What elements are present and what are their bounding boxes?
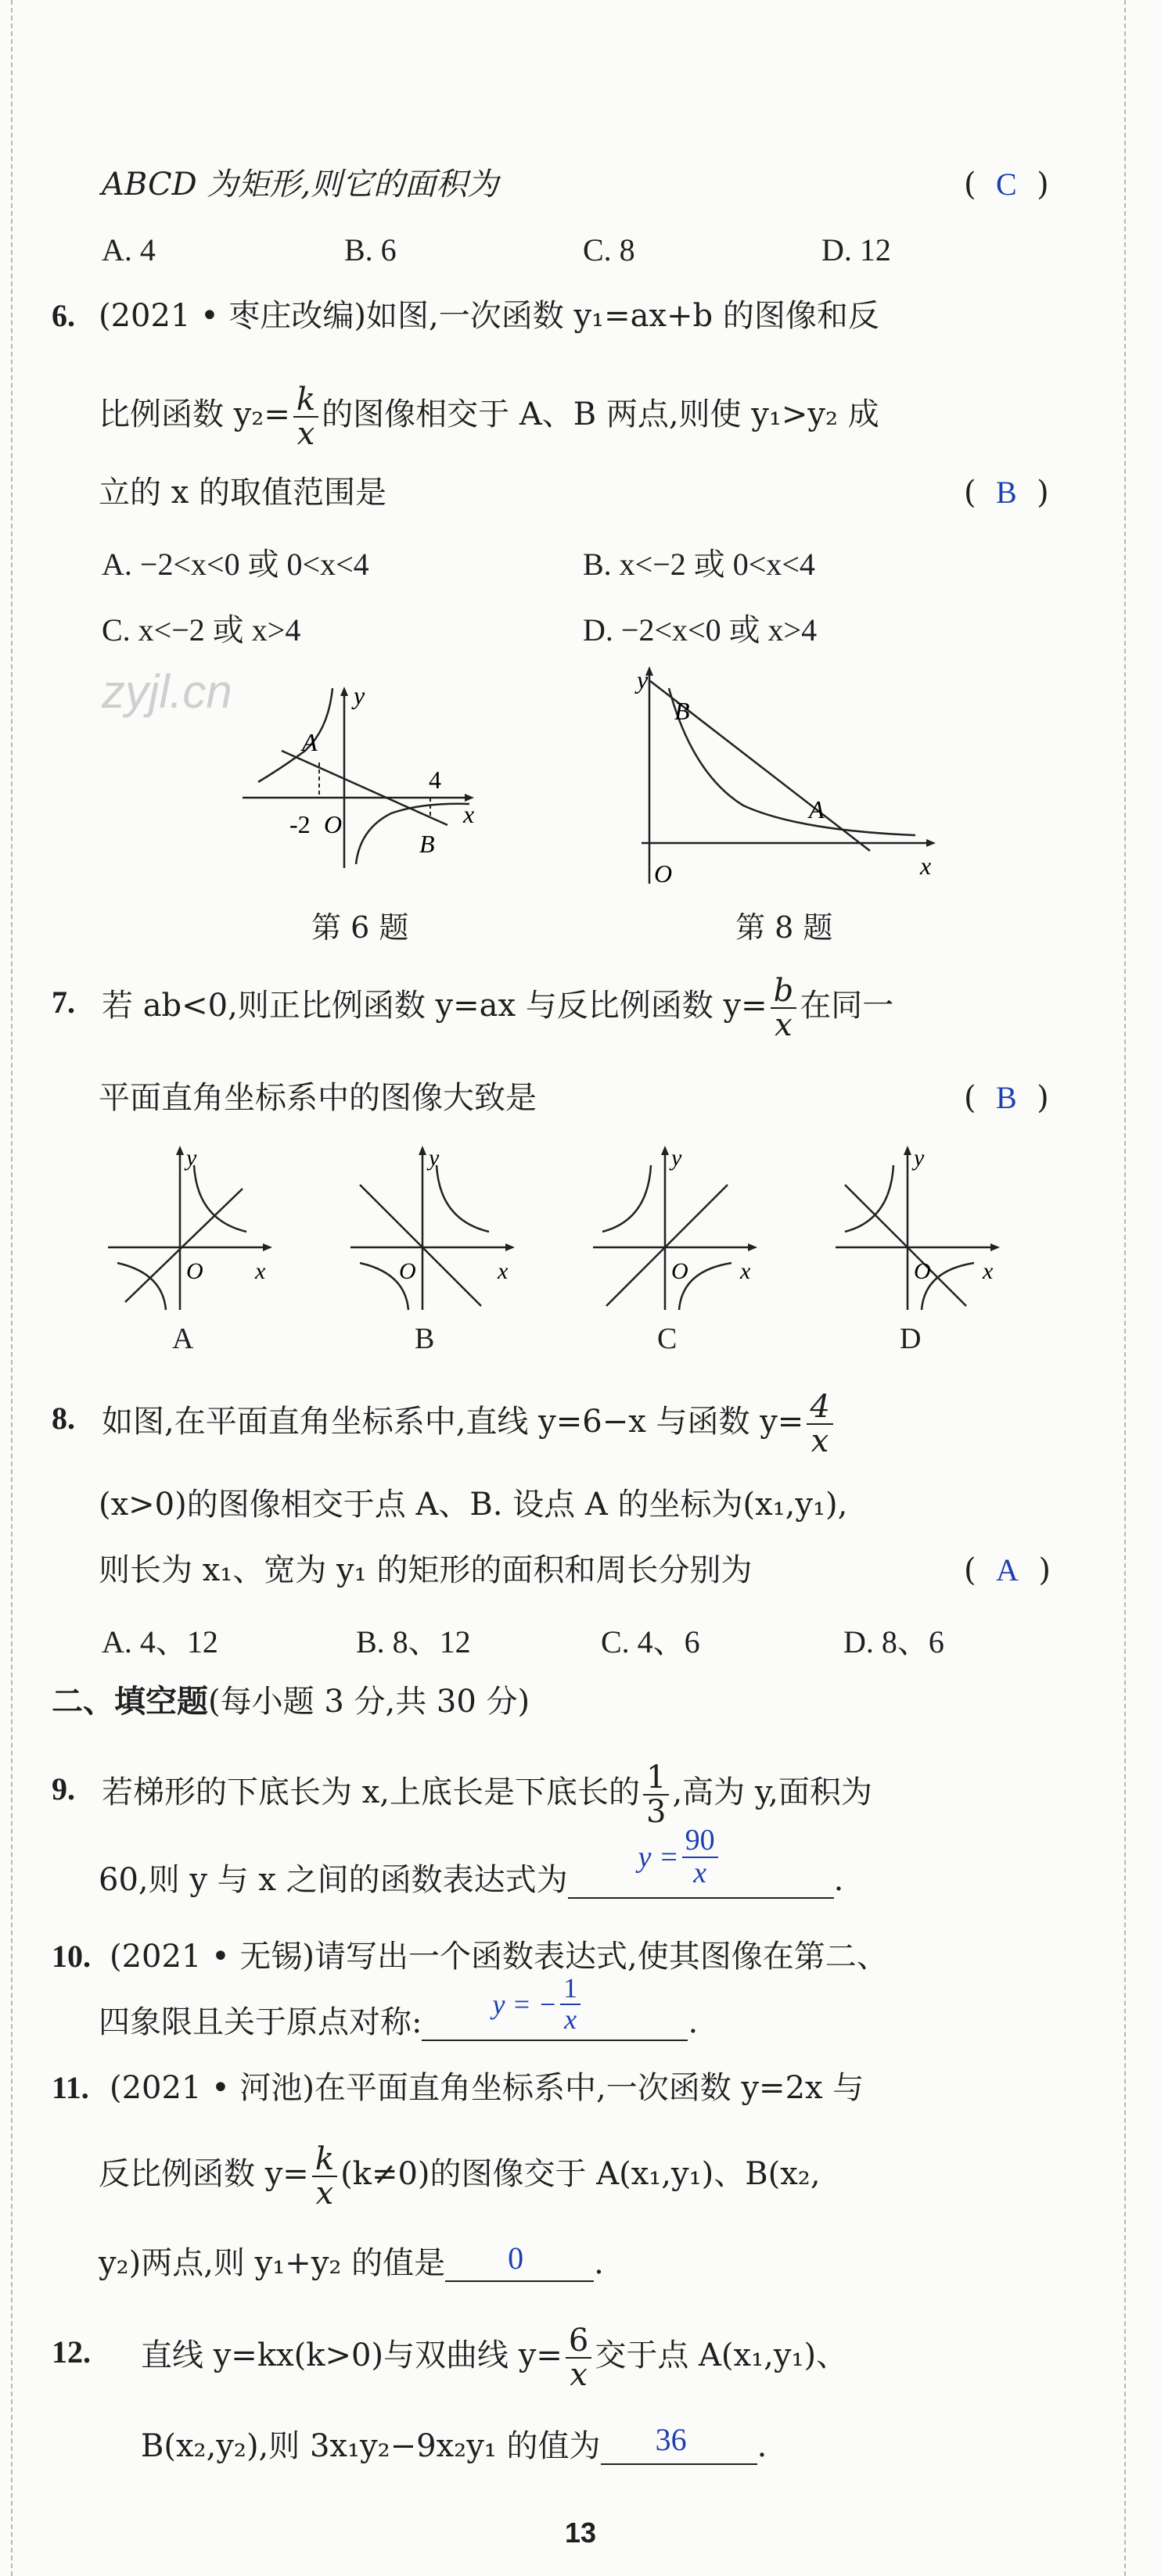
- svg-text:x: x: [740, 1258, 751, 1284]
- q7-line1: 若 ab<0,则正比例函数 y=ax 与反比例函数 y= $\frac{b}{x}$ 在同一: [102, 973, 894, 1043]
- right-margin-line: [1124, 0, 1126, 2576]
- fig6-a-label: A: [302, 728, 318, 756]
- fig6-x-label: x: [463, 800, 475, 828]
- fig6-b-label: B: [419, 830, 435, 858]
- svg-text:x: x: [498, 1258, 509, 1284]
- section-2-note: (每小题 3 分,共 30 分): [208, 1684, 530, 1720]
- svg-text:O: O: [914, 1258, 931, 1284]
- q7-number: 7.: [52, 985, 75, 1020]
- q5-option-c: C. 8: [583, 232, 635, 267]
- svg-text:y: y: [429, 1145, 440, 1171]
- q10-line2: 四象限且关于原点对称: y = − $\frac{1}{x}$ .: [99, 1972, 699, 2040]
- fig8-a-label: A: [809, 795, 825, 823]
- q8-answer-bracket: ( A ): [964, 1552, 1051, 1588]
- fig6-four-label: 4: [429, 766, 441, 794]
- q7-line2: 平面直角坐标系中的图像大致是: [99, 1080, 537, 1116]
- section-2-heading: [52, 1683, 530, 1720]
- figure-8-caption: 第 8 题: [735, 910, 833, 945]
- q9-answer: y = $\frac{90}{x}$: [638, 1825, 721, 1889]
- svg-text:x: x: [255, 1258, 266, 1284]
- q5-option-d: D. 12: [821, 232, 891, 267]
- q6-line1: (2021 • 枣庄改编)如图,一次函数 y₁=ax+b 的图像和反: [99, 298, 879, 334]
- q6-option-b: B. x<−2 或 0<x<4: [583, 547, 815, 582]
- fig6-hyperbola-right: [356, 804, 469, 864]
- fig8-b-label: B: [674, 697, 690, 725]
- q6-option-c: C. x<−2 或 x>4: [102, 612, 301, 648]
- q11-line3: y₂)两点,则 y₁+y₂ 的值是 0 .: [99, 2241, 604, 2281]
- q9-number: 9.: [52, 1771, 75, 1806]
- fig8-o-label: O: [654, 859, 673, 888]
- svg-text:y: y: [186, 1145, 197, 1171]
- q8-option-b: B. 8、12: [356, 1624, 471, 1659]
- q9-line1: 若梯形的下底长为 x,上底长是下底长的 $\frac{1}{3}$ ,高为 y,面积为: [102, 1760, 872, 1830]
- q5-text: ABCD 为矩形,则它的面积为: [102, 167, 499, 203]
- q12-answer: 36: [655, 2422, 687, 2457]
- q10-line1: (2021 • 无锡)请写出一个函数表达式,使其图像在第二、: [110, 1939, 888, 1975]
- svg-text:O: O: [186, 1258, 203, 1284]
- q10-answer: y = − $\frac{1}{x}$: [492, 1974, 584, 2035]
- q9-line2: 60,则 y 与 x 之间的函数表达式为 y = $\frac{90}{x}$ .: [99, 1824, 844, 1898]
- figure-6: [235, 673, 501, 876]
- q7-graph-c-label: C: [657, 1322, 678, 1355]
- q9-answer-blank: [568, 1824, 834, 1899]
- page-number: 13: [565, 2517, 597, 2549]
- q8-answer: A: [996, 1552, 1019, 1588]
- figure-6-caption: 第 6 题: [311, 910, 409, 945]
- q7-graph-b-label: B: [415, 1322, 435, 1355]
- fig6-o-label: O: [324, 810, 343, 838]
- fig8-x-label: x: [920, 852, 932, 880]
- svg-text:O: O: [399, 1258, 416, 1284]
- figure-8: [626, 657, 954, 892]
- q5-option-b: B. 6: [344, 232, 397, 267]
- q7-graph-d-label: D: [900, 1322, 922, 1355]
- q6-answer-bracket: ( B ): [964, 475, 1049, 511]
- fig8-y-label: y: [637, 666, 649, 694]
- q6-line2: 比例函数 y₂= $\frac{k}{x}$ 的图像相交于 A、B 两点,则使 y₁>y₂ 成: [99, 382, 879, 452]
- q11-answer-blank: [445, 2241, 594, 2282]
- q8-option-d: D. 8、6: [843, 1624, 944, 1659]
- q7-graph-d: [829, 1142, 1009, 1314]
- left-margin-line: [11, 0, 13, 2576]
- q6-line3: 立的 x 的取值范围是: [99, 475, 386, 511]
- q11-answer: 0: [508, 2241, 524, 2276]
- q8-line2: (x>0)的图像相交于点 A、B. 设点 A 的坐标为(x₁,y₁),: [99, 1487, 848, 1523]
- svg-text:O: O: [671, 1258, 688, 1284]
- q8-number: 8.: [52, 1401, 75, 1436]
- q7-graph-a: [102, 1142, 282, 1314]
- q12-line2: B(x₂,y₂),则 3x₁y₂−9x₂y₁ 的值为 36 .: [141, 2422, 767, 2464]
- q5-answer: C: [996, 167, 1017, 202]
- q12-line1: 直线 y=kx(k>0)与双曲线 y= $\frac{6}{x}$ 交于点 A(x₁,y₁)、: [141, 2323, 848, 2393]
- svg-text:y: y: [914, 1145, 925, 1171]
- q10-number: 10.: [52, 1939, 91, 1974]
- q11-line2: 反比例函数 y= $\frac{k}{x}$ (k≠0)的图像交于 A(x₁,y₁)、B(x₂,: [99, 2141, 821, 2212]
- q11-line1: (2021 • 河池)在平面直角坐标系中,一次函数 y=2x 与: [110, 2070, 864, 2106]
- q6-option-d: D. −2<x<0 或 x>4: [583, 612, 818, 648]
- fig6-neg2-label: -2: [289, 810, 311, 838]
- q7-answer-bracket: ( B ): [964, 1080, 1049, 1116]
- q10-answer-blank: [422, 1972, 688, 2041]
- q8-option-c: C. 4、6: [601, 1624, 700, 1659]
- fig6-y-label: y: [354, 681, 365, 709]
- svg-text:y: y: [671, 1145, 682, 1171]
- q5-option-a: A. 4: [102, 232, 156, 267]
- q7-graph-c: [587, 1142, 767, 1314]
- q6-number: 6.: [52, 298, 75, 333]
- q6-option-a: A. −2<x<0 或 0<x<4: [102, 547, 369, 582]
- q8-line3: 则长为 x₁、宽为 y₁ 的矩形的面积和周长分别为: [99, 1552, 753, 1588]
- q7-answer: B: [996, 1080, 1017, 1115]
- svg-text:x: x: [983, 1258, 994, 1284]
- q6-answer: B: [996, 475, 1017, 510]
- q12-answer-blank: [601, 2422, 757, 2465]
- q8-line1: 如图,在平面直角坐标系中,直线 y=6−x 与函数 y= $\frac{4}{x}$: [102, 1383, 836, 1461]
- q5-answer-bracket: ( C ): [964, 167, 1049, 203]
- q8-option-a: A. 4、12: [102, 1624, 218, 1659]
- watermark: zyjl.cn: [102, 666, 232, 718]
- section-2-title: 二、填空题: [52, 1684, 208, 1720]
- fig8-hyperbola: [669, 688, 915, 835]
- q7-graph-a-label: A: [172, 1322, 194, 1355]
- q12-number: 12.: [52, 2334, 91, 2370]
- q7-graph-b: [344, 1142, 524, 1314]
- q11-number: 11.: [52, 2070, 89, 2105]
